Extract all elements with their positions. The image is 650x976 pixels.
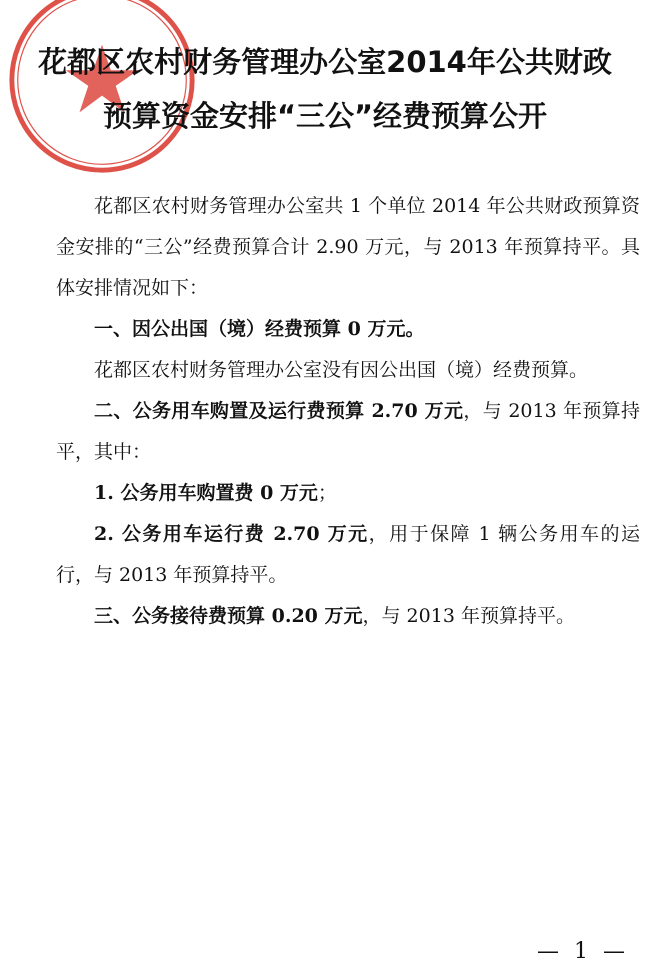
document-title-line-2: 预算资金安排“三公”经费预算公开 — [102, 99, 548, 133]
official-seal-icon — [4, 0, 200, 178]
section-2-item-2-rest: ，用于保障 1 辆公务用车的运行，与 2013 年预算持平。 — [56, 523, 640, 586]
section-2-heading — [56, 391, 640, 473]
section-2-item-2 — [56, 514, 640, 596]
section-2-heading-text: 二、公务用车购置及运行费预算 2.70 万元 — [94, 400, 464, 422]
page-number: — 1 — — [537, 939, 629, 964]
section-2-item-1 — [56, 473, 640, 514]
section-2-item-1-text: 1. 公务用车购置费 0 万元 — [94, 482, 318, 504]
section-1-body: 花都区农村财务管理办公室没有因公出国（境）经费预算。 — [94, 359, 589, 381]
section-1-heading-text: 一、因公出国（境）经费预算 0 万元。 — [94, 318, 425, 340]
section-3-heading-text: 三、公务接待费预算 0.20 万元 — [94, 605, 363, 627]
section-2-item-2-text: 2. 公务用车运行费 2.70 万元 — [94, 523, 369, 545]
section-3-heading-rest: ，与 2013 年预算持平。 — [362, 605, 575, 627]
intro-paragraph: 花都区农村财务管理办公室共 1 个单位 2014 年公共财政预算资金安排的“三公”经费预算合计 2.90 万元，与 2013 年预算持平。具体安排情况如下： — [56, 195, 640, 299]
document-title-line-1: 花都区农村财务管理办公室2014年公共财政 — [38, 45, 612, 79]
section-2-heading-rest: ，与 2013 年预算持平，其中： — [56, 400, 640, 463]
section-2-item-1-rest: ； — [317, 482, 337, 504]
section-3-heading — [56, 596, 640, 637]
section-1-heading — [56, 309, 640, 350]
document-body — [56, 186, 640, 637]
